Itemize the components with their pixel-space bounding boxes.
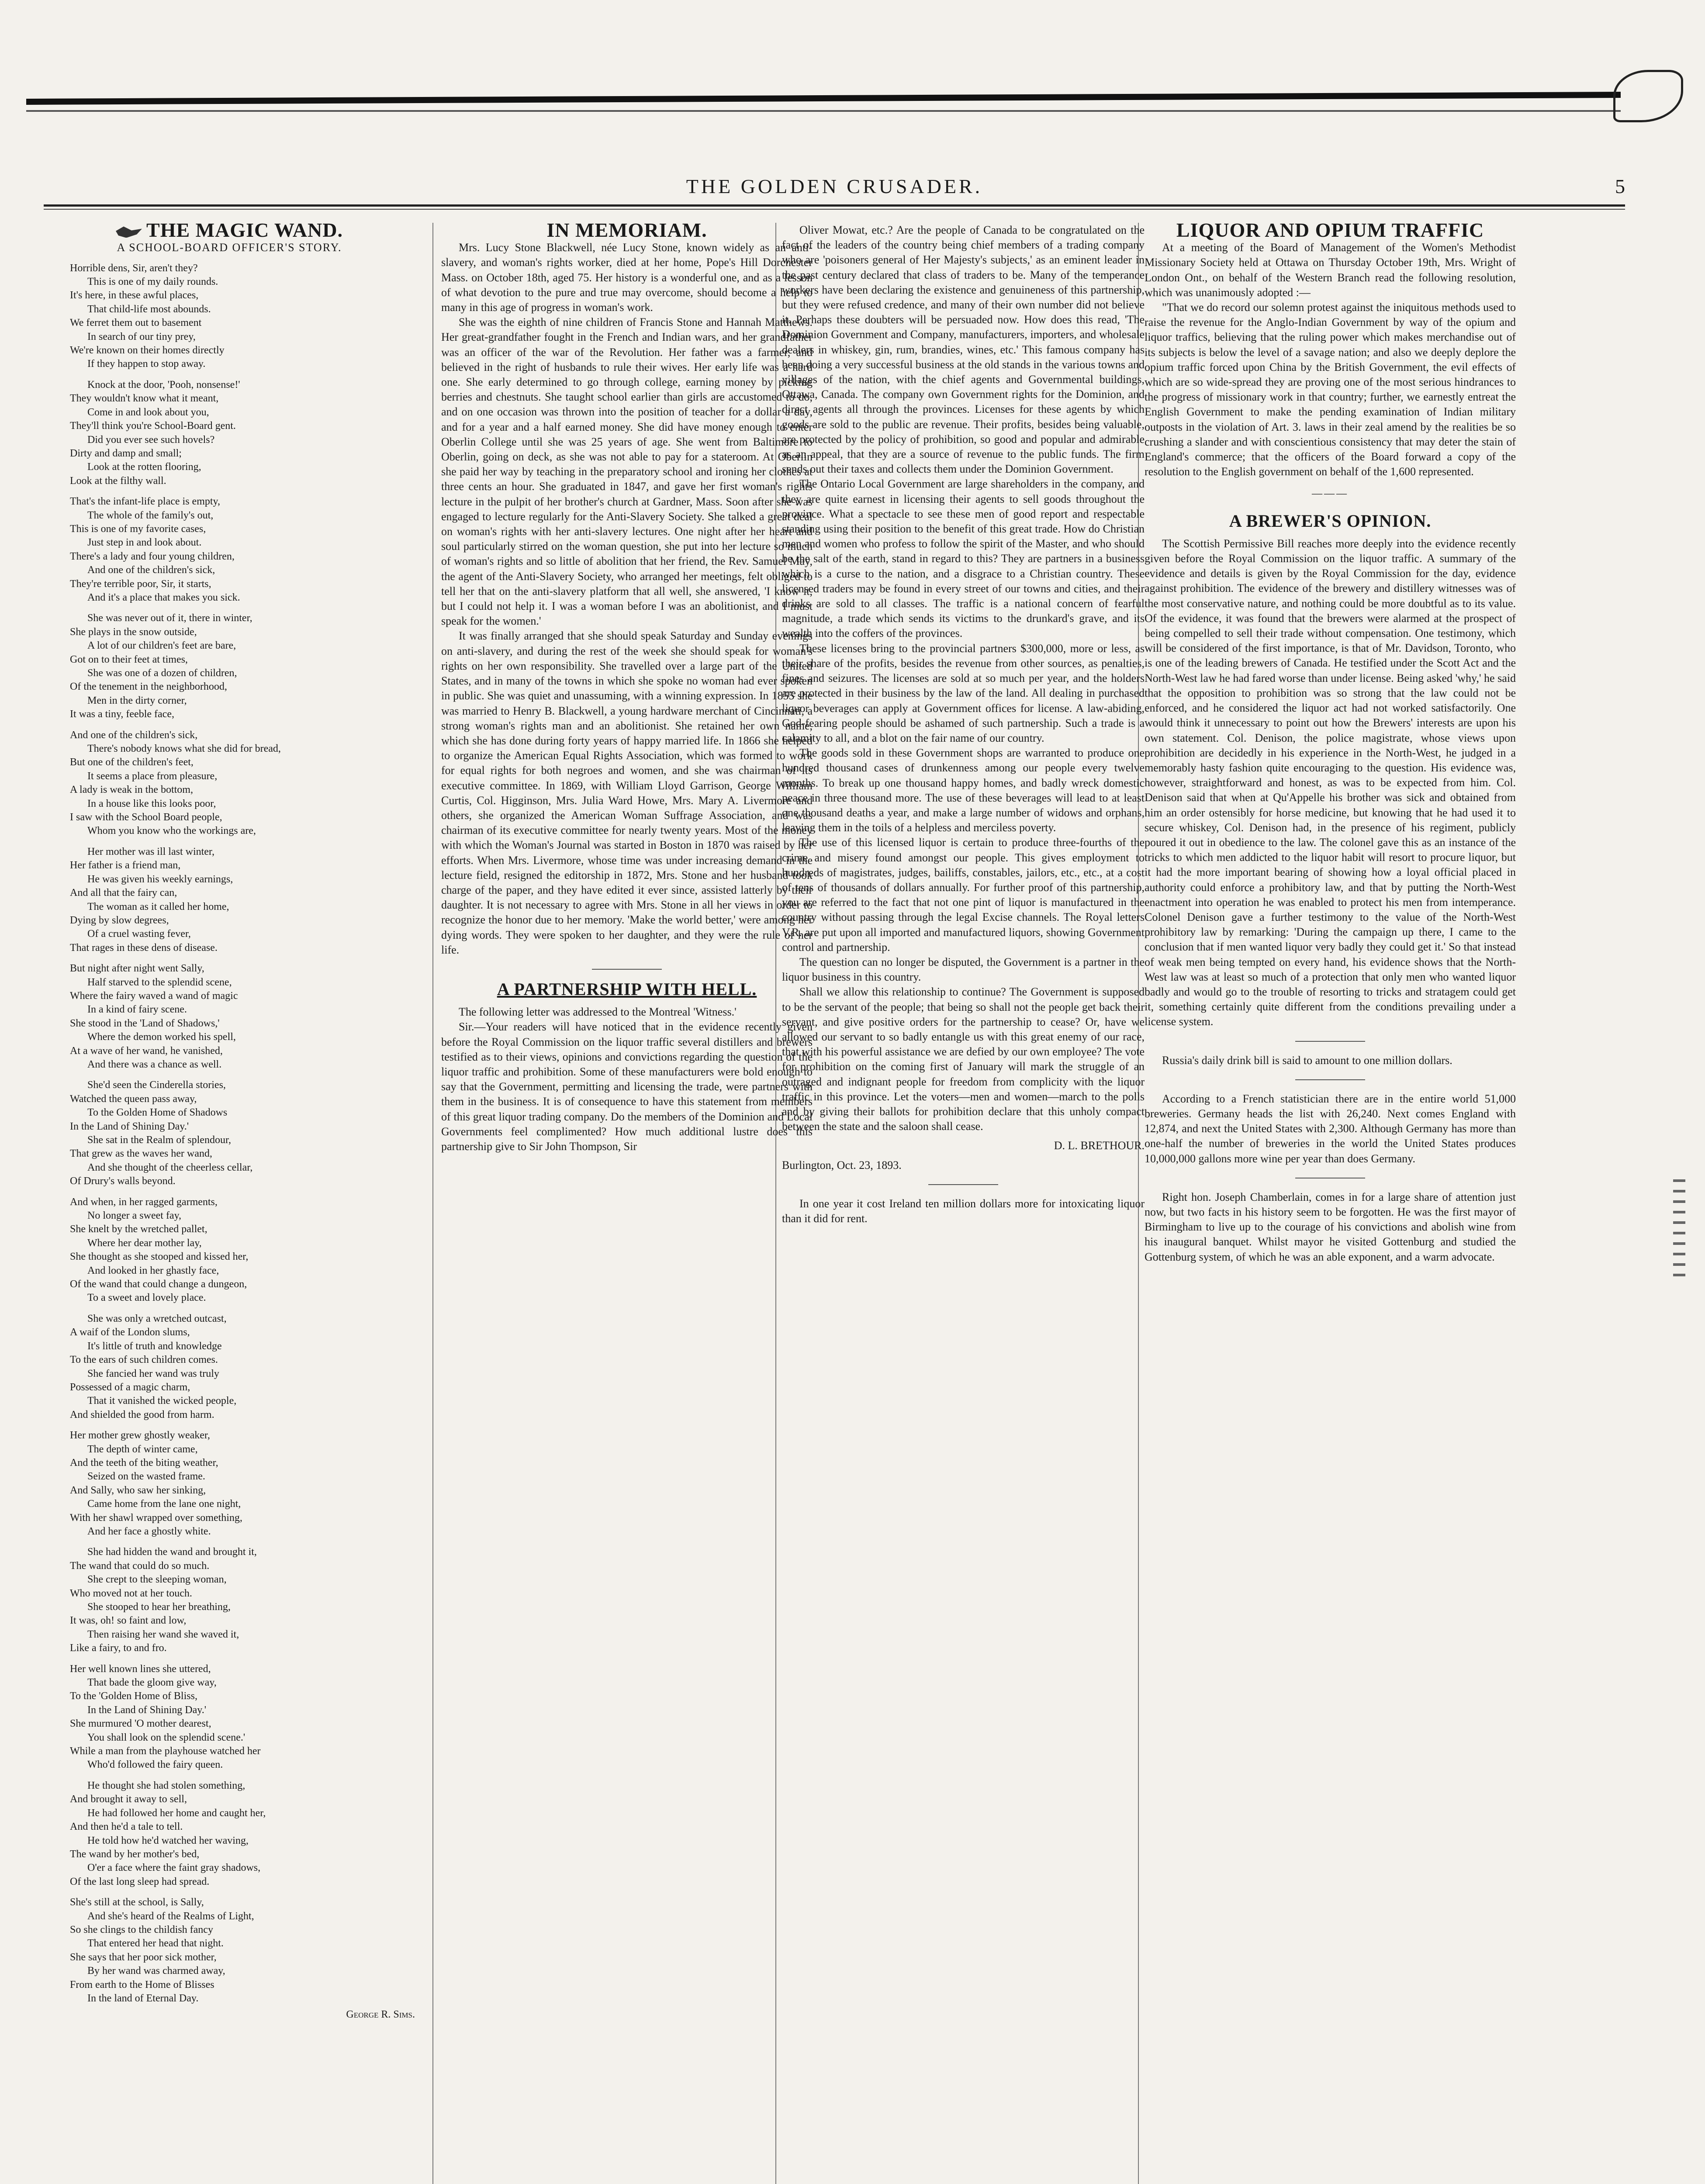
stanza-break [44, 838, 415, 845]
stanza-break [44, 1189, 415, 1196]
poem-line: She'd seen the Cinderella stories, [87, 1079, 226, 1091]
poem-line: Of the tenement in the neighborhood, [70, 681, 227, 693]
poem-line: And one of the children's sick, [87, 564, 215, 576]
poem-line: Half starved to the splendid scene, [87, 976, 232, 988]
poem-line: The whole of the family's out, [87, 509, 214, 521]
poem-author: George R. Sims. [346, 2009, 415, 2021]
poem-line: Horrible dens, Sir, aren't they? [70, 262, 198, 274]
poem-line: Whom you know who the workings are, [87, 825, 256, 837]
poem-line: She stood in the 'Land of Shadows,' [70, 1017, 220, 1029]
poem-line: That child-life most abounds. [87, 303, 211, 315]
poem-line: Where her dear mother lay, [87, 1237, 202, 1249]
paragraph: The Ontario Local Government are large shareholders in the company, and they are quite earnest in licensing their agents to sell goods throughout the province. What a spectacle to see these men of good report and respectable standing using their position to the benefit of this great trade. How do Christian men and women who profess to follow the spirit of the Master, and who should be the salt of the earth, stand in regard to this? They are partners in a business which is a curse to the nation, and a disgrace to a Christian country. These licensed traders may be found in every street of our towns and cities, and their drinks are sold to all classes. The traffic is a national concern of fearful magnitude, a trade which sends its victims to the drunkard's grave, and its wealth into the coffers of the provinces. [782, 477, 1145, 640]
paragraph: Sir.—Your readers will have noticed that in the evidence recently given before the Royal Commission on the liquor traffic several distillers and brewers testified as to their views, opinions and convictions regarding the question of the liquor traffic and prohibition. Some of these manufacturers were bold enough to say that the Government, permitting and licensing the trade, were partners with them in the business. It is of consequence to have this statement from members of this great liquor trading company. Do the members of the Dominion and Local Governments feel complimented? How much additional lustre does this partnership give to Sir John Thompson, Sir [441, 1020, 813, 1153]
poem-line: Just step in and look about. [87, 537, 202, 549]
poem-line: But night after night went Sally, [70, 963, 204, 975]
ornament-icon [116, 226, 142, 238]
poem-line: Watched the queen pass away, [70, 1093, 197, 1105]
thin-rule [26, 110, 1621, 112]
newspaper-title: THE GOLDEN CRUSADER. [686, 175, 983, 197]
paragraph: Oliver Mowat, etc.? Are the people of Canada to be congratulated on the fact of the leaders of the country being chief members of a trading company who are 'poisoners general of Her Majesty's subjects,' as an eminent leader in the past century declared that class of traders to be. Many of the temperance workers have been declaring the existence and genuineness of this partnership, but they were refused credence, and many of their own number did not believe it. Perhaps these doubters will be persuaded now. How does this read, 'The Dominion Government and Company, manufacturers, importers, and wholesale dealers in whiskey, gin, rum, brandies, wines, etc.' This famous company has been doing a very successful business at the old stands in the various towns and villages of the nation, with the chief agents and Governmental buildings, Ottawa, Canada. The company own Government rights for the Dominion, and direct agents all through the provinces. Licenses for these agents by which goods are sold to the public are revenue. Their profits, besides being valuable, are protected by the policy of prohibition, so good and popular and admirable as an appeal, that they are a source of revenue to the public funds. The firm sends out their taxes and collects them under the Dominion Government. [782, 224, 1145, 476]
paragraph: At a meeting of the Board of Management of the Women's Methodist Missionary Society held at Ottawa on Thursday October 19th, Mrs. Wright of London Ont., on behalf of the Western Branch read the following resolution, which was unanimously adopted :— [1145, 241, 1516, 299]
page-header [44, 175, 1625, 205]
poem-line: And it's a place that makes you sick. [87, 591, 240, 603]
poem-line: Look at the filthy wall. [70, 475, 166, 487]
poem-line: They're terrible poor, Sir, it starts, [70, 578, 211, 590]
poem-line: She thought as she stooped and kissed her, [70, 1251, 249, 1263]
poem-line: She was one of a dozen of children, [87, 667, 237, 679]
poem-line: And looked in her ghastly face, [87, 1265, 219, 1276]
article-headline: A PARTNERSHIP WITH HELL. [497, 979, 757, 999]
poem-line: To the ears of such children comes. [70, 1354, 218, 1366]
poem-line: That it vanished the wicked people, [87, 1395, 237, 1407]
poem-line: And her face a ghostly white. [87, 1525, 211, 1537]
paragraph: Mrs. Lucy Stone Blackwell, née Lucy Stone, known widely as an anti-slavery, and woman's rights worker, died at her home, Pope's Hill Dorchester Mass. on October 18th, aged 75. Her history is a wonderful one, and as a lesson of what devotion to the pure and true may overcome, should become a help to many in this age of progress in woman's work. [441, 241, 813, 314]
stanza-break [44, 722, 415, 729]
stanza-break [44, 488, 415, 495]
poem-line: The depth of winter came, [87, 1443, 198, 1455]
poem-line: A waif of the London slums, [70, 1327, 190, 1338]
poem-line: Of the last long sleep had spread. [70, 1876, 210, 1887]
article-headline: LIQUOR AND OPIUM TRAFFIC [1176, 219, 1484, 241]
poem-line: O'er a face where the faint gray shadows, [87, 1862, 261, 1874]
article-body [441, 1005, 813, 1154]
filler-paragraph: Russia's daily drink bill is said to amount to one million dollars. [1162, 1054, 1453, 1067]
poem-line: This is one of my favorite cases, [70, 523, 206, 535]
poem-line: In a kind of fairy scene. [87, 1004, 187, 1016]
poem-line: The woman as it called her home, [87, 901, 229, 912]
paragraph: Shall we allow this relationship to continue? The Government is supposed to be the servant of the people; that being so shall not the people get back their servant, and give positive orders for the partnership to cease? Or, have we allowed our servant to so badly entangle us with this great enemy of our race, that with his powerful assistance we are defied by our own employee? The vote for prohibition on the coming first of January will mark the struggle of an outraged and indignant people for freedom from complicity with the liquor traffic in this province. Let the voters—men and women—march to the polls and by giving their ballots for prohibition declare that this unholy compact between the state and the saloon shall cease. [782, 985, 1145, 1133]
stanza-break [44, 1889, 415, 1896]
poem-line: From earth to the Home of Blisses [70, 1979, 214, 1990]
poem-line: He was given his weekly earnings, [87, 873, 233, 885]
heavy-rule [26, 92, 1621, 105]
poem-line: She was never out of it, there in winter, [87, 612, 252, 624]
poem-line: It was, oh! so faint and low, [70, 1615, 187, 1627]
filler-paragraph: According to a French statistician there are in the entire world 51,000 breweries. Germany heads the list with 26,240. Next comes England with 12,874, and next the United States with 2,300. Although Germany has more than one-half the number of breweries in the world the United States produces 10,000,000 gallons more wine per year than does Germany. [1145, 1092, 1516, 1165]
poem-line: In search of our tiny prey, [87, 331, 196, 342]
header-rule-thin [44, 209, 1625, 210]
poem-line: It's little of truth and knowledge [87, 1340, 222, 1352]
poem-line: She plays in the snow outside, [70, 626, 197, 638]
poem-line: Of Drury's walls beyond. [70, 1175, 176, 1187]
poem-line: The wand by her mother's bed, [70, 1848, 200, 1860]
stanza-break [44, 955, 415, 962]
column-3 [782, 223, 1145, 1226]
poem-line: She knelt by the wretched pallet, [70, 1223, 208, 1235]
poem-line: So she clings to the childish fancy [70, 1924, 213, 1935]
margin-marks [1673, 1179, 1691, 1704]
poem-line: We're known on their homes directly [70, 345, 225, 356]
poem-line: They wouldn't know what it meant, [70, 393, 219, 404]
filler-paragraph: In one year it cost Ireland ten million dollars more for intoxicating liquor than it did for rent. [782, 1197, 1145, 1225]
section-rule [1295, 1041, 1365, 1042]
top-printed-rule [26, 74, 1621, 122]
stanza-break [44, 1305, 415, 1312]
page-number: 5 [1615, 175, 1625, 197]
poem-line: They'll think you're School-Board gent. [70, 420, 236, 432]
article-headline: THE MAGIC WAND. [44, 223, 415, 238]
poem-line: Who'd followed the fairy queen. [87, 1759, 223, 1771]
poem-line: That entered her head that night. [87, 1938, 224, 1949]
section-rule [592, 969, 662, 970]
poem-line: In the Land of Shining Day.' [70, 1120, 189, 1132]
poem-line: She crept to the sleeping woman, [87, 1574, 227, 1586]
poem-line: She says that her poor sick mother, [70, 1951, 217, 1963]
poem-line: And then he'd a tale to tell. [70, 1821, 183, 1833]
poem-line: Where the fairy waved a wand of magic [70, 990, 238, 1002]
poem-line: And the teeth of the biting weather, [70, 1457, 218, 1469]
poem-line: That bade the gloom give way, [87, 1677, 217, 1689]
poem-line: She was only a wretched outcast, [87, 1313, 227, 1324]
poem-line: She fancied her wand was truly [87, 1368, 219, 1379]
paragraph: She was the eighth of nine children of Francis Stone and Hannah Matthews. Her great-grandfather fought in the French and Indian wars, and her grandfather was an officer of the war of the Revolution. Her father was a farmer, and believed in the right of husbands to rule their wives. Her early life was a hard one. She early determined to go through college, earning money by picking berries and chestnuts. She taught school earlier than girls are accustomed to do, and on one occasion was thrown into the position of teacher for a dollar a day, and for a year and a half earned money. She did have money enough to enter Oberlin College until she was 25 years of age. She went from Baltimore to Oberlin, going on deck, as she was not able to pay for a stateroom. At Oberlin she paid her way by teaching in the preparatory school and ironing her clothes at three cents an hour. She graduated in 1847, and gave her first woman's rights lecture in the pulpit of her brother's church at Gardner, Mass. Soon after she was engaged to lecture regularly for the Anti-Slavery Society. She talked a great deal on woman's rights with her anti-slavery lectures. One night after her heart and soul particularly stirred on the woman question, she put into her lecture so much of woman's rights and so little of abolition that her friend, the Rev. Samuel May, the agent of the Anti-Slavery Society, who arranged her meetings, felt obliged to tell her that on the anti-slavery platform that all well, she answered, 'I know it, but I could not help it. I was a woman before I was an abolitionist, and I must speak for the women.' [441, 316, 813, 628]
article-headline: IN MEMORIAM. [546, 219, 707, 241]
poem-line: And there was a chance as well. [87, 1058, 222, 1070]
poem-line: Did you ever see such hovels? [87, 434, 215, 446]
poem-line: There's nobody knows what she did for bread, [87, 743, 281, 755]
poem-line: Her father is a friend man, [70, 860, 181, 871]
poem-line: And she's heard of the Realms of Light, [87, 1910, 254, 1922]
section-rule [928, 1184, 998, 1185]
poem-line: Her well known lines she uttered, [70, 1663, 211, 1675]
poem-line: She's still at the school, is Sally, [70, 1897, 204, 1908]
article-body [441, 240, 813, 957]
poem-line: While a man from the playhouse watched her [70, 1745, 261, 1757]
header-rule [44, 204, 1625, 207]
poem-line: In a house like this looks poor, [87, 798, 216, 809]
poem-line: We ferret them out to basement [70, 317, 202, 329]
section-divider: ——— [1312, 488, 1349, 500]
poem-line: With her shawl wrapped over something, [70, 1512, 242, 1524]
paragraph: These licenses bring to the provincial partners $300,000, more or less, as their share of the profits, besides the revenue from other sources, as penalties, fines and seizures. The licenses are sold at so much per year, and the holders are protected in their business by the law of the land. All dealing in purchased liquor beverages can apply at Government offices for license. A law-abiding, God-fearing people should be ashamed of such partnership. Such a trade is a calamity to all, and a blot on the fair name of our country. [782, 642, 1145, 744]
column-4 [1145, 219, 1516, 1265]
poem-line: It seems a place from pleasure, [87, 770, 218, 782]
poem-line: Dirty and damp and small; [70, 447, 182, 459]
filler-paragraph: Right hon. Joseph Chamberlain, comes in for a large share of attention just now, but two facts in his history seem to be forgotten. He was the first mayor of Birmingham to live up to the courage of his convictions and abolish wine from his inaugural banquet. Whilst mayor he visited Gottenburg and studied the Gottenburg system, of which he was an able exponent, and a warm advocate. [1145, 1190, 1516, 1263]
poem [44, 262, 415, 2006]
article-subhead: A SCHOOL-BOARD OFFICER'S STORY. [117, 241, 342, 254]
poem-line: Who moved not at her touch. [70, 1587, 192, 1599]
poem-line: She had hidden the wand and brought it, [87, 1546, 257, 1558]
column-1 [44, 219, 415, 2022]
stanza-break [44, 1538, 415, 1545]
poem-line: A lot of our children's feet are bare, [87, 640, 236, 652]
stanza-break [44, 1655, 415, 1662]
poem-line: Came home from the lane one night, [87, 1498, 241, 1510]
stanza-break [44, 1422, 415, 1429]
poem-line: A lady is weak in the bottom, [70, 784, 193, 796]
paragraph: "That we do record our solemn protest against the iniquitous methods used to raise the revenue for the Anglo-Indian Government by way of the opium and liquor traffics, believing that the ruling power which makes merchandise out of its subjects is below the level of a savage nation; and also we deeply deplore the opium traffic forced upon China by the British Government, the evil effects of which are so wide-spread they are proving one of the most serious hindrances to the progress of missionary work in that country; further, we earnestly entreat the English Government to make the pending examination of Indian military outposts in the violation of Art. 3. laws in their zeal amend by the realities be so crushing a slander and with conscientious consistency that may deter the stain of England's commerce; that the officers of the Board forward a copy of the resolution to the English government on behalf of the 1,600 represented. [1145, 301, 1516, 478]
column-2 [441, 219, 813, 1154]
paragraph: The use of this licensed liquor is certain to produce three-fourths of the crime and misery found amongst our people. This gives employment to hundreds of magistrates, judges, bailiffs, constables, jailors, etc., etc., at a cost of tens of thousands of dollars annually. For further proof of this partnership, you are referred to the fact that not one pint of liquor is manufactured in the country without passing through the legal Excise channels. The Royal letters V.R. are put upon all imported and manufactured liquors, showing Government control and partnership. [782, 836, 1145, 954]
poem-line: To the Golden Home of Shadows [87, 1107, 228, 1119]
poem-line: Her mother grew ghostly weaker, [70, 1430, 210, 1441]
poem-line: To a sweet and lovely place. [87, 1292, 206, 1304]
poem-line: And brought it away to sell, [70, 1794, 187, 1805]
paragraph: The following letter was addressed to the Montreal 'Witness.' [459, 1006, 737, 1019]
poem-line: But one of the children's feet, [70, 757, 194, 768]
poem-line: The wand that could do so much. [70, 1560, 210, 1572]
poem-line: He had followed her home and caught her, [87, 1807, 266, 1819]
poem-line: Like a fairy, to and fro. [70, 1642, 167, 1654]
poem-line: Come in and look about you, [87, 406, 209, 418]
poem-line: No longer a sweet fay, [87, 1210, 182, 1222]
poem-line: That rages in these dens of disease. [70, 942, 218, 954]
poem-line: I saw with the School Board people, [70, 812, 222, 823]
poem-line: He thought she had stolen something, [87, 1780, 246, 1791]
poem-line: Seized on the wasted frame. [87, 1471, 205, 1482]
poem-line: Of the wand that could change a dungeon, [70, 1279, 247, 1290]
poem-line: And when, in her ragged garments, [70, 1196, 218, 1208]
stanza-break [44, 605, 415, 612]
poem-line: Then raising her wand she waved it, [87, 1628, 239, 1640]
poem-line: There's a lady and four young children, [70, 550, 235, 562]
poem-line: Men in the dirty corner, [87, 695, 187, 706]
poem-line: She sat in the Realm of splendour, [87, 1134, 231, 1146]
poem-line: It's here, in these awful places, [70, 290, 199, 301]
stanza-break [44, 1071, 415, 1078]
poem-line: That's the infant-life place is empty, [70, 496, 220, 508]
poem-line: In the land of Eternal Day. [87, 1992, 199, 2004]
article-body [782, 223, 1145, 1134]
article-body [1145, 240, 1516, 479]
article-body [1145, 536, 1516, 1030]
paragraph: The goods sold in these Government shops are warranted to produce one hundred thousand cases of drunkenness among our people every twelve months. To break up one thousand happy homes, and badly wreck domestic peace in three thousand more. The use of these beverages will lead to at least one thousand deaths a year, and make a large number of widows and orphans, leaving them in the toils of a helpless and merciless poverty. [782, 746, 1145, 834]
poem-line: At a wave of her wand, he vanished, [70, 1045, 223, 1057]
poem-line: You shall look on the splendid scene.' [87, 1731, 246, 1743]
column-divider [432, 223, 433, 2184]
letter-signature: D. L. BRETHOUR. [1054, 1139, 1145, 1152]
poem-line: That grew as the waves her wand, [70, 1148, 212, 1160]
poem-line: It was a tiny, feeble face, [70, 708, 174, 720]
poem-line: Her mother was ill last winter, [87, 846, 214, 857]
paragraph: It was finally arranged that she should speak Saturday and Sunday evenings on anti-slavery, and during the rest of the week she should speak for woman's rights on her own responsibility. She travelled over a large part of the United States, and in many of the towns in which she spoke no woman had ever spoken in public. She was quiet and unassuming, with a winning expression. In 1855 she was married to Henry B. Blackwell, a young hardware merchant of Cincinnati, a strong woman's rights man and an abolitionist. She retained her own name, which she has done during forty years of happy married life. In 1866 she helped to organize the American Equal Rights Association, which was formed to work for equal rights for both negroes and women, and she was chairman of its executive committee. In 1869, with William Lloyd Garrison, George William Curtis, Col. Higginson, Mrs. Julia Ward Howe, Mrs. Mary A. Livermore and others, she organized the American Woman Suffrage Association, and was chairman of its executive committee for nearly twenty years. Most of the money with which the Woman's Journal was started in Boston in 1870 was raised by her efforts. When Mrs. Livermore, whose time was under increasing demand in the lecture field, resigned the editorship in 1872, Mrs. Stone and her husband took charge of the paper, and they have edited it ever since, assisted latterly by their daughter. It is not necessary to agree with Mrs. Stone in all her views in order to recognize the honor due to her memory. 'Make the world better,' were among her dying words. They were spoken to her daughter, and they were the rule of her life. [441, 629, 813, 956]
article-headline: A BREWER'S OPINION. [1229, 511, 1432, 531]
poem-line: This is one of my daily rounds. [87, 276, 218, 288]
poem-line: Look at the rotten flooring, [87, 461, 201, 473]
section-rule [1295, 1079, 1365, 1080]
poem-line: He told how he'd watched her waving, [87, 1835, 249, 1846]
paragraph: The question can no longer be disputed, the Government is a partner in the liquor business in this country. [782, 955, 1145, 984]
poem-line: Possessed of a magic charm, [70, 1381, 190, 1393]
poem-line: And one of the children's sick, [70, 729, 198, 741]
poem-line: To the 'Golden Home of Bliss, [70, 1690, 197, 1702]
poem-line: She murmured 'O mother dearest, [70, 1718, 211, 1730]
poem-line: And shielded the good from harm. [70, 1409, 214, 1420]
stanza-break [44, 1772, 415, 1779]
poem-line: Dying by slow degrees, [70, 914, 169, 926]
poem-line: If they happen to stop away. [87, 358, 206, 370]
poem-line: Got on to their feet at times, [70, 653, 188, 665]
poem-line: And she thought of the cheerless cellar, [87, 1161, 253, 1173]
poem-line: And all that the fairy can, [70, 887, 177, 899]
stanza-break [44, 371, 415, 378]
poem-line: Where the demon worked his spell, [87, 1031, 236, 1043]
corner-curl-icon [1613, 70, 1683, 122]
poem-line: She stooped to hear her breathing, [87, 1601, 231, 1613]
poem-line: In the Land of Shining Day.' [87, 1704, 207, 1716]
paragraph: The Scottish Permissive Bill reaches more deeply into the evidence recently given before the Royal Commission on the liquor traffic. A summary of the evidence and details is given by the Royal Commission for the day, evidence against prohibition. The evidence of the brewery and distillery witnesses was of the most conservative nature, and nothing could be more doubtful as to its value. Of the evidence, it was found that the brewers were alarmed at the prospect of being compelled to sell their trade without compensation. One testimony, which will be considered of the first importance, is that of Mr. Davidson, Toronto, who is one of the leading brewers of Canada. He testified under the Scott Act and the North-West law he had fared worse than under license. Being asked 'why,' he said that the opposition to prohibition was so strong that the law could not be enforced, and he considered the liquor act had not worked satisfactorily. One would think it unnecessary to point out how the Brewers' interests are upon his own statement. Col. Denison, the police magistrate, whose views upon prohibition are decidedly in his experience in the North-West, he judged in a memorably hasty fashion quite encouraging to the question. His evidence was, however, straightforward and honest, as was to be expected from him. Col. Denison said that when at Qu'Appelle his brother was sick and obtained from him an order ostensibly for horse medicine, but knowing that he had used it to secure whiskey, Col. Denison had, in the presence of his regiment, publicly poured it out in obedience to the law. The colonel gave this as an instance of the tricks to which men addicted to the liquor habit will resort to procure liquor, but it had the more important bearing of showing how a loyal official placed in authority could enforce a prohibitory law, and that by putting the North-West enactment into operation he was enabled to protect his men from intemperance. Colonel Denison gave a further testimony to the value of the North-West prohibitory law by remarking: 'During the campaign up there, I came to the conclusion that if men wanted liquor very badly they could get it.' So that instead of weak men being tempted on every hand, his evidence shows that the North-West law was at least so much of a protection that only men who wanted liquor badly and would go to the trouble of resorting to tricks and stratagem could get it, something certainly quite different from the conditions prevailing under a license system. [1145, 537, 1516, 1028]
letter-dateline: Burlington, Oct. 23, 1893. [782, 1158, 902, 1171]
poem-line: Of a cruel wasting fever, [87, 928, 191, 940]
poem-line: By her wand was charmed away, [87, 1965, 225, 1977]
poem-line: And Sally, who saw her sinking, [70, 1484, 206, 1496]
poem-line: Knock at the door, 'Pooh, nonsense!' [87, 379, 240, 390]
